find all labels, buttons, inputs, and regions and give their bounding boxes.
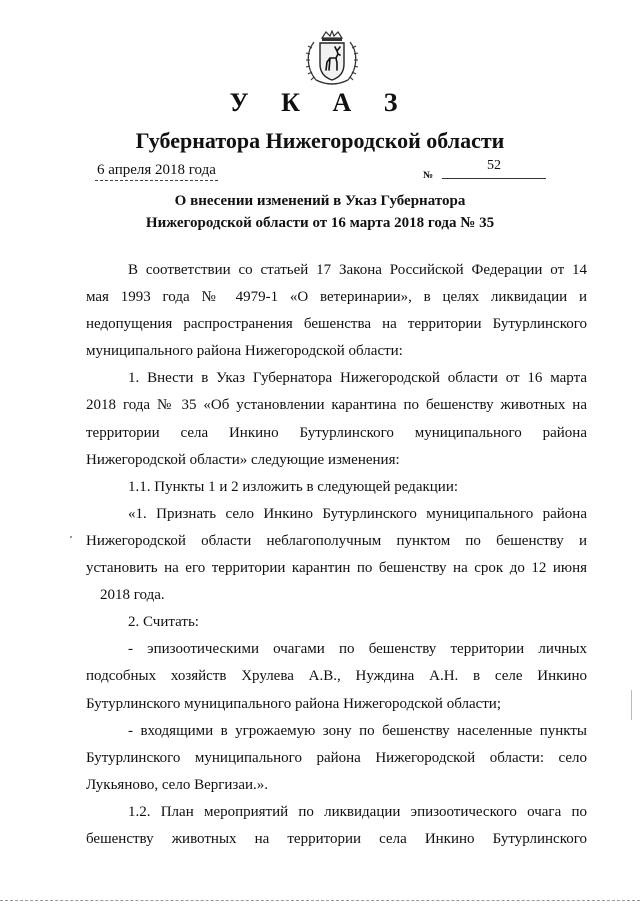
body-line: установить на его территории карантин по бешенству на срок до 12 июня — [86, 560, 587, 577]
body-line: - эпизоотическими очагами по бешенству территории личных — [128, 641, 587, 658]
body-line: муниципального района Нижегородской области: — [86, 343, 403, 360]
body-line: Нижегородской области» следующие изменения: — [86, 451, 400, 468]
body-line: 1. Внести в Указ Губернатора Нижегородской области от 16 марта — [128, 370, 587, 387]
body-line: Нижегородской области неблагополучным пунктом по бешенству и — [86, 532, 587, 549]
heading-line: Нижегородской области от 16 марта 2018 года № 35 — [145, 215, 495, 231]
body-line: В соответствии со статьей 17 Закона Российской Федерации от 14 — [128, 262, 587, 278]
body-line: территории села Инкино Бутурлинского муниципального района — [86, 424, 587, 441]
heading-line: О внесении изменений в Указ Губернатора — [174, 193, 466, 209]
body-line: Бутурлинского муниципального района Нижегородской области: село — [86, 749, 587, 766]
body-line: 1.2. План мероприятий по ликвидации эпизоотического очага по — [128, 803, 587, 820]
body-line: 2018 года. — [100, 587, 165, 604]
document-body — [86, 257, 587, 853]
body-line: 2. Считать: — [128, 614, 199, 631]
body-line: 2018 года № 35 «Об установлении карантина по бешенству животных на — [86, 397, 587, 414]
body-line: 1.1. Пункты 1 и 2 изложить в следующей редакции: — [128, 478, 459, 495]
body-line: бешенству животных на территории села Инкино Бутурлинского — [86, 830, 587, 847]
document-heading — [0, 190, 640, 234]
body-line: Бутурлинского муниципального района Нижегородской области; — [86, 695, 502, 712]
document-number: 52 — [442, 158, 546, 179]
scan-bottom-edge — [0, 900, 640, 901]
number-label: № — [423, 170, 434, 181]
body-line: подсобных хозяйств Хрулева А.В., Нуждина А.Н. в селе Инкино — [86, 668, 587, 685]
scan-edge-mark — [631, 690, 632, 720]
body-line: «1. Признать село Инкино Бутурлинского муниципального района — [128, 505, 587, 522]
body-line: недопущения распространения бешенства на территории Бутурлинского — [86, 316, 587, 333]
body-line: - входящими в угрожаемую зону по бешенству населенные пункты — [128, 722, 587, 739]
document-title: У К А З — [229, 88, 411, 117]
document-date: 6 апреля 2018 года — [95, 162, 218, 181]
body-line: Лукьяново, село Вергизаи.». — [86, 776, 269, 793]
document-subtitle: Губернатора Нижегородской области — [135, 128, 505, 153]
scan-speck — [70, 536, 72, 538]
body-line: мая 1993 года № 4979-1 «О ветеринарии», в целях ликвидации и — [86, 289, 587, 306]
coat-of-arms-icon — [300, 30, 364, 90]
